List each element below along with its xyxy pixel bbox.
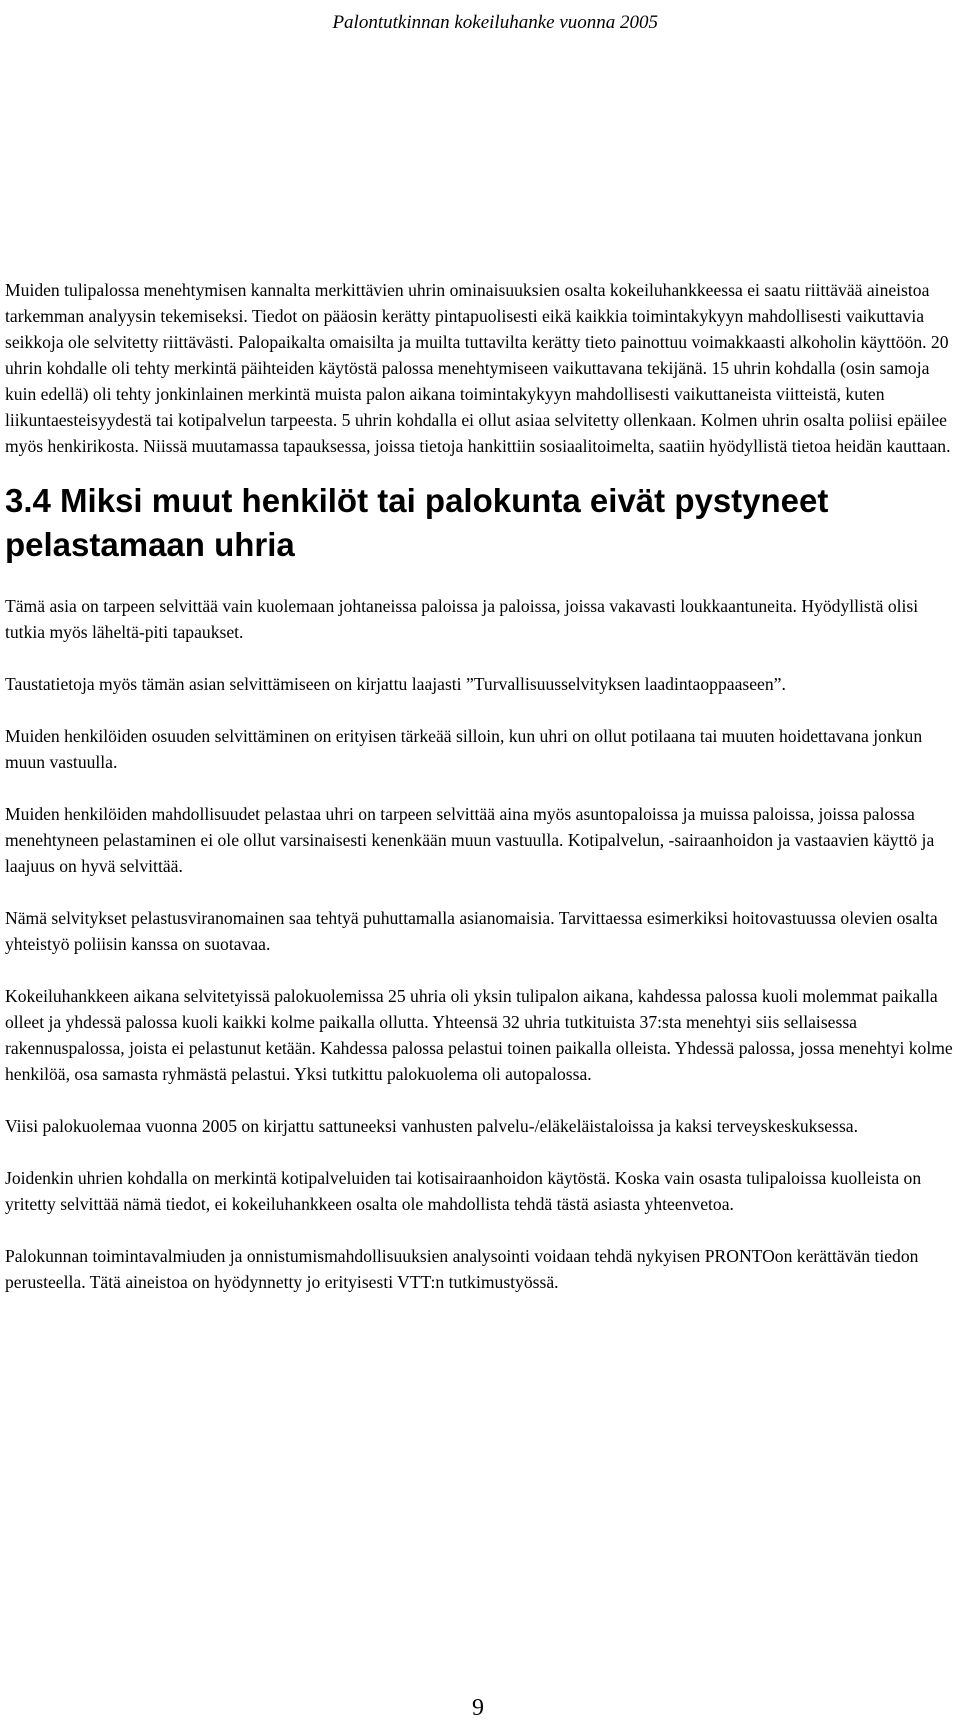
paragraph-elderly-homes: Viisi palokuolemaa vuonna 2005 on kirjattu sattuneeksi vanhusten palvelu-/eläkeläistaloissa ja kaksi terveyskeskuksessa. [5, 1116, 859, 1136]
paragraph-interviews: Nämä selvitykset pelastusviranomainen saa tehtyä puhuttamalla asianomaisia. Tarvittaessa esimerkiksi hoitovastuussa olevien osalta yhteistyö poliisin kanssa on suotavaa. [5, 908, 938, 954]
paragraph-rescue-possibilities: Muiden henkilöiden mahdollisuudet pelastaa uhri on tarpeen selvittää aina myös asuntopaloissa ja muissa paloissa, joissa palossa menehtyneen pelastaminen ei ole ollut varsinaisesti kenenkään muun vastuulla. Kotipalvelun, -sairaanhoidon ja vastaavien käyttö ja laajuus on hyvä selvittää. [5, 804, 935, 876]
page-body [5, 277, 955, 1321]
page-number: 9 [472, 1695, 484, 1721]
paragraph-scope: Tämä asia on tarpeen selvittää vain kuolemaan johtaneissa paloissa ja paloissa, joissa vakavasti loukkaantuneita. Hyödyllistä olisi tutkia myös läheltä-piti tapaukset. [5, 596, 919, 642]
paragraph-statistics: Kokeiluhankkeen aikana selvitetyissä palokuolemissa 25 uhria oli yksin tulipalon aikana, kahdessa palossa kuoli molemmat paikalla olleet ja yhdessä palossa kuoli kaikki kolme paikalla ollutta. Yhteensä 32 uhria tutkituista 37:sta menehtyi siis sellaisessa rakennuspalossa, joista ei pelastunut ketään. Kahdessa palossa pelastui toinen paikalla olleista. Yhdessä palossa, jossa menehtyi kolme henkilöä, osa samasta ryhmästä pelastui. Yksi tutkittu palokuolema oli autopalossa. [5, 986, 953, 1084]
section-heading: 3.4 Miksi muut henkilöt tai palokunta eivät pystyneet pelastamaan uhria [5, 482, 829, 563]
running-header: Palontutkinnan kokeiluhanke vuonna 2005 [332, 12, 658, 33]
paragraph-victim-characteristics: Muiden tulipalossa menehtymisen kannalta merkittävien uhrin ominaisuuksien osalta kokeiluhankkeessa ei saatu riittävää aineistoa tarkemman analyysin tekemiseksi. Tiedot on pääosin kerätty pintapuolisesti eikä kaikkia toimintakykyyn mahdollisesti vaikuttavia seikkoja ole selvitetty riittävästi. Palopaikalta omaisilta ja muilta tuttavilta kerätty tieto painottuu voimakkaasti alkoholin käyttöön. 20 uhrin kohdalle oli tehty merkintä päihteiden käytöstä palossa menehtymiseen vaikuttavana tekijänä. 15 uhrin kohdalla (osin samoja kuin edellä) oli tehty jonkinlainen merkintä muista palon aikana toimintakykyyn mahdollisesti vaikuttaneista viitteistä, kuten liikuntaesteisyydestä tai kotipalvelun tarpeesta. 5 uhrin kohdalla ei ollut asiaa selvitetty ollenkaan. Kolmen uhrin osalta poliisi epäilee myös henkirikosta. Niissä muutamassa tapauksessa, joissa tietoja hankittiin sosiaalitoimelta, saatiin hyödyllistä tietoa heidän kauttaan. [5, 280, 951, 456]
paragraph-background-guide: Taustatietoja myös tämän asian selvittämiseen on kirjattu laajasti ”Turvallisuusselvityksen laadintaoppaaseen”. [5, 674, 786, 694]
paragraph-others-responsibility: Muiden henkilöiden osuuden selvittäminen on erityisen tärkeää silloin, kun uhri on ollut potilaana tai muuten hoidettavana jonkun muun vastuulla. [5, 726, 923, 772]
paragraph-home-care: Joidenkin uhrien kohdalla on merkintä kotipalveluiden tai kotisairaanhoidon käytöstä. Koska vain osasta tulipaloissa kuolleista on yritetty selvittää nämä tiedot, ei kokeiluhankkeen osalta ole mahdollista tehdä tästä asiasta yhteenvetoa. [5, 1168, 922, 1214]
paragraph-pronto-analysis: Palokunnan toimintavalmiuden ja onnistumismahdollisuuksien analysointi voidaan tehdä nykyisen PRONTOon kerättävän tiedon perusteella. Tätä aineistoa on hyödynnetty jo erityisesti VTT:n tutkimustyössä. [5, 1246, 919, 1292]
